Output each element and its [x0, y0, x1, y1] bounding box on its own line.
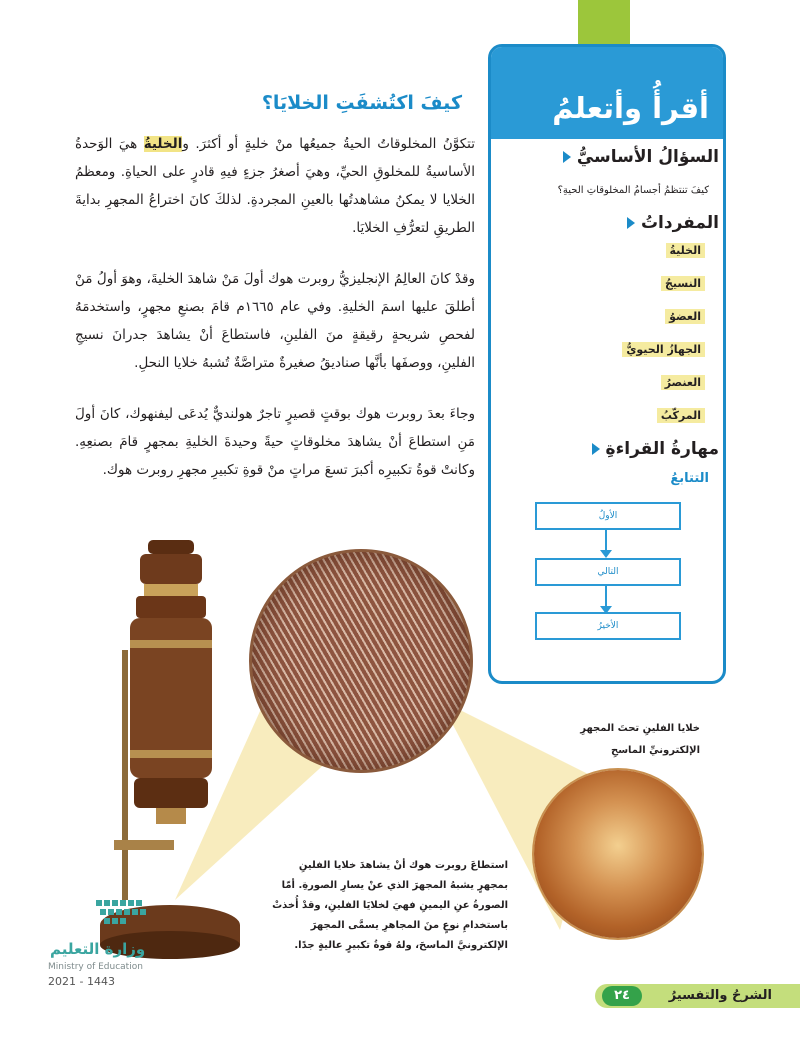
reading-skill-name: التتابعُ	[670, 471, 709, 486]
sem-caption-line: خلايا الفلينِ تحتَ المجهرِ	[580, 723, 700, 734]
vocab-item: الجهازُ الحيويُّ	[622, 342, 705, 357]
lesson-heading: كيفَ اكتُشفَتِ الخلايَا؟	[261, 92, 462, 114]
paragraph-2: وقدْ كانَ العالِمُ الإنجليزيُّ روبرت هوك أولَ مَنْ شاهدَ الخليةَ، وهوَ أولُ مَنْ أطلقَ عليها اسمَ الخليةِ. وفي عام ١٦٦٥م قامَ بصنعِ مجهرٍ، واستخدمَهُ لفحصِ شريحةٍ رقيقةٍ منَ الفلينِ، فاستطاعَ أنْ يشاهدَ جدرانَ نسيجِ الفلينِ، ووصفَها بأنَّها صناديقُ صغيرةٌ متراصَّةٌ تُشبهُ خلايا النحلِ.	[75, 271, 476, 371]
reading-skill-heading: مهارةُ القراءةِ	[592, 439, 719, 459]
cork-cells-sem-image	[534, 770, 702, 938]
hooke-microscope-image	[100, 540, 240, 960]
sequence-first-box: الأولُ	[535, 502, 681, 530]
sem-image-caption	[580, 718, 700, 762]
paragraph-1-end: هيَ الوَحدةُ الأساسيةُ للمخلوقِ الحيِّ، وهيَ أصغرُ جزءٍ فيهِ قادرٍ على الحياةِ. ومعظمُ الخلايا لا يمكنُ مشاهدتُها بالعينِ المجردةِ. لذلكَ كانَ اختراعُ المجهرِ بدايةَ الطريقِ لتعرُّفِ الخلايَا.	[75, 136, 475, 236]
cork-cells-light-microscope-image	[249, 549, 473, 773]
essential-question-text: كيفَ تنتظمُ أجسامُ المخلوقاتِ الحيةِ؟	[557, 185, 709, 196]
vocab-item: النسيجُ	[661, 276, 705, 291]
paragraph-3: وجاءَ بعدَ روبرت هوك بوقتٍ قصيرٍ تاجرٌ هولنديٌّ يُدعَى ليفنهوك، كانَ أولَ مَنِ استطاعَ أنْ يشاهدَ مخلوقاتٍ حيةً وحيدةَ الخليةِ بمجهرٍ قامَ بصنعِهِ. وكانتْ قوةُ تكبيرِه أكبرَ تسعَ مراتٍ منْ قوةِ تكبيرِ مجهرِ روبرت هوك.	[75, 406, 475, 478]
section-label: الشرحُ والتفسيرُ	[668, 988, 772, 1003]
highlighted-term-cell: الخليةُ	[143, 136, 183, 152]
ministry-logo-icon	[94, 898, 158, 928]
figure-caption: استطاعَ روبرت هوك أنْ يشاهدَ خلايا الفلينِ بمجهرٍ يشبهُ المجهرَ الذي عنْ يسارِ الصورةِ. أمّا الصورةُ عنِ اليمينِ فهيَ لخلايَا الفلينِ، وقدْ أُخذتْ باستخدامِ نوعٍ منَ المجاهرِ يسمَّى المجهرَ الإلكترونيَّ الماسحَ، ولهُ قوةُ تكبيرٍ عاليةٍ جدًا.	[272, 860, 508, 951]
essential-question-heading: السؤالُ الأساسيُّ	[563, 147, 719, 167]
panel-title: أقرأُ وأتعلمُ	[552, 91, 709, 125]
page-number: ٢٤	[602, 986, 642, 1006]
paragraph-1-start: تتكوَّنُ المخلوقاتُ الحيةُ جميعُها منْ خليةٍ أو أكثرَ. و	[182, 136, 476, 152]
edition-year: 2021 - 1443	[48, 975, 115, 988]
vocab-item: الخليةُ	[666, 243, 705, 258]
sequence-last-box: الأخيرُ	[535, 612, 681, 640]
ministry-name-arabic: وزارة التعليم	[50, 940, 146, 958]
vocab-item: المركّبُ	[657, 408, 705, 423]
vocabulary-heading: المفرداتُ	[627, 213, 719, 233]
sem-caption-line: الإلكترونيِّ الماسحِ	[611, 745, 700, 756]
ministry-name-english: Ministry of Education	[48, 962, 143, 972]
vocab-item: العنصرُ	[661, 375, 705, 390]
vocab-item: العضوُ	[665, 309, 705, 324]
sequence-next-box: التالي	[535, 558, 681, 586]
